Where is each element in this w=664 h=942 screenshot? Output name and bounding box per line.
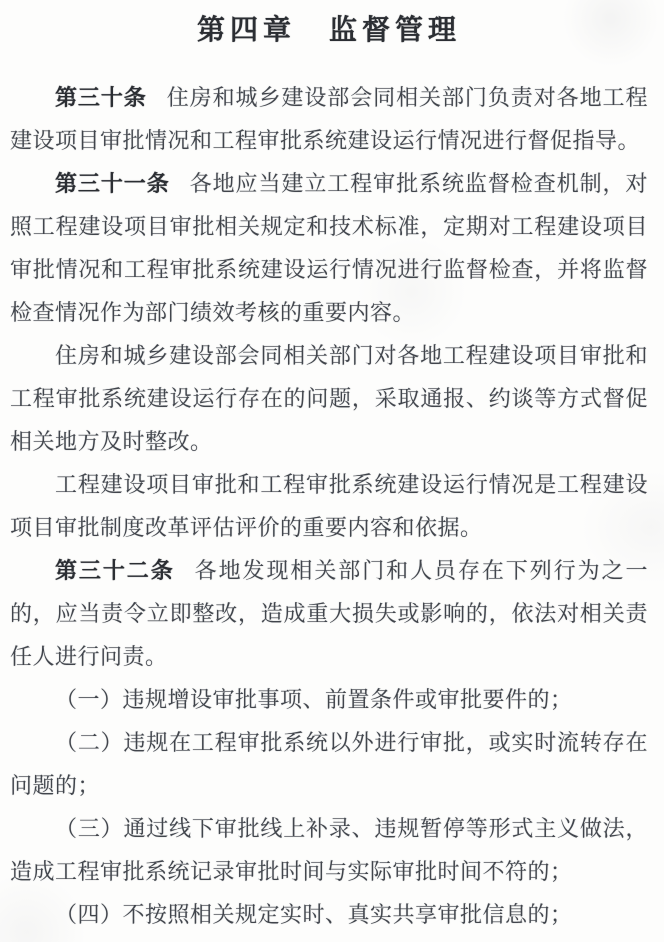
article-32-text: 各地发现相关部门和人员存在下列行为之一的，应当责令立即整改，造成重大损失或影响的，依法对相关责任人进行问责。 xyxy=(10,558,648,669)
article-30-text: 住房和城乡建设部会同相关部门负责对各地工程建设项目审批情况和工程审批系统建设运行情况进行督促指导。 xyxy=(10,85,648,153)
article-31-paragraph-2-text: 住房和城乡建设部会同相关部门对各地工程建设项目审批和工程审批系统建设运行存在的问题，采取通报、约谈等方式督促相关地方及时整改。 xyxy=(10,343,648,454)
list-item-2-label: （二） xyxy=(55,730,124,755)
article-31-paragraph xyxy=(10,162,648,334)
article-31-label: 第三十一条 xyxy=(55,171,170,196)
article-31-paragraph-3 xyxy=(10,463,648,549)
list-item-1-text: 违规增设审批事项、前置条件或审批要件的； xyxy=(122,687,573,712)
list-item-3-label: （三） xyxy=(55,816,124,841)
list-item-4-text: 不按照相关规定实时、真实共享审批信息的； xyxy=(122,902,573,927)
article-31-paragraph-3-text: 工程建设项目审批和工程审批系统建设运行情况是工程建设项目审批制度改革评估评价的重要内容和依据。 xyxy=(10,472,648,540)
article-32-paragraph xyxy=(10,549,648,678)
article-30-label: 第三十条 xyxy=(55,85,147,110)
article-31-paragraph-2 xyxy=(10,334,648,463)
list-item-2-text: 违规在工程审批系统以外进行审批，或实时流转存在问题的； xyxy=(10,730,648,798)
list-item-1 xyxy=(10,678,648,721)
article-30-paragraph xyxy=(10,76,648,162)
list-item-2 xyxy=(10,721,648,807)
chapter-heading: 第四章 监督管理 xyxy=(196,14,461,45)
list-item-4 xyxy=(10,893,648,936)
list-item-1-label: （一） xyxy=(55,687,123,712)
article-32-label: 第三十二条 xyxy=(55,558,175,583)
article-31-text: 各地应当建立工程审批系统监督检查机制，对照工程建设项目审批相关规定和技术标准，定期对工程建设项目审批情况和工程审批系统建设运行情况进行监督检查，并将监督检查情况作为部门绩效考核的重要内容。 xyxy=(10,171,648,325)
list-item-4-label: （四） xyxy=(55,902,123,927)
list-item-3 xyxy=(10,807,648,893)
list-item-3-text: 通过线下审批线上补录、违规暂停等形式主义做法，造成工程审批系统记录审批时间与实际审批时间不符的； xyxy=(10,816,648,884)
